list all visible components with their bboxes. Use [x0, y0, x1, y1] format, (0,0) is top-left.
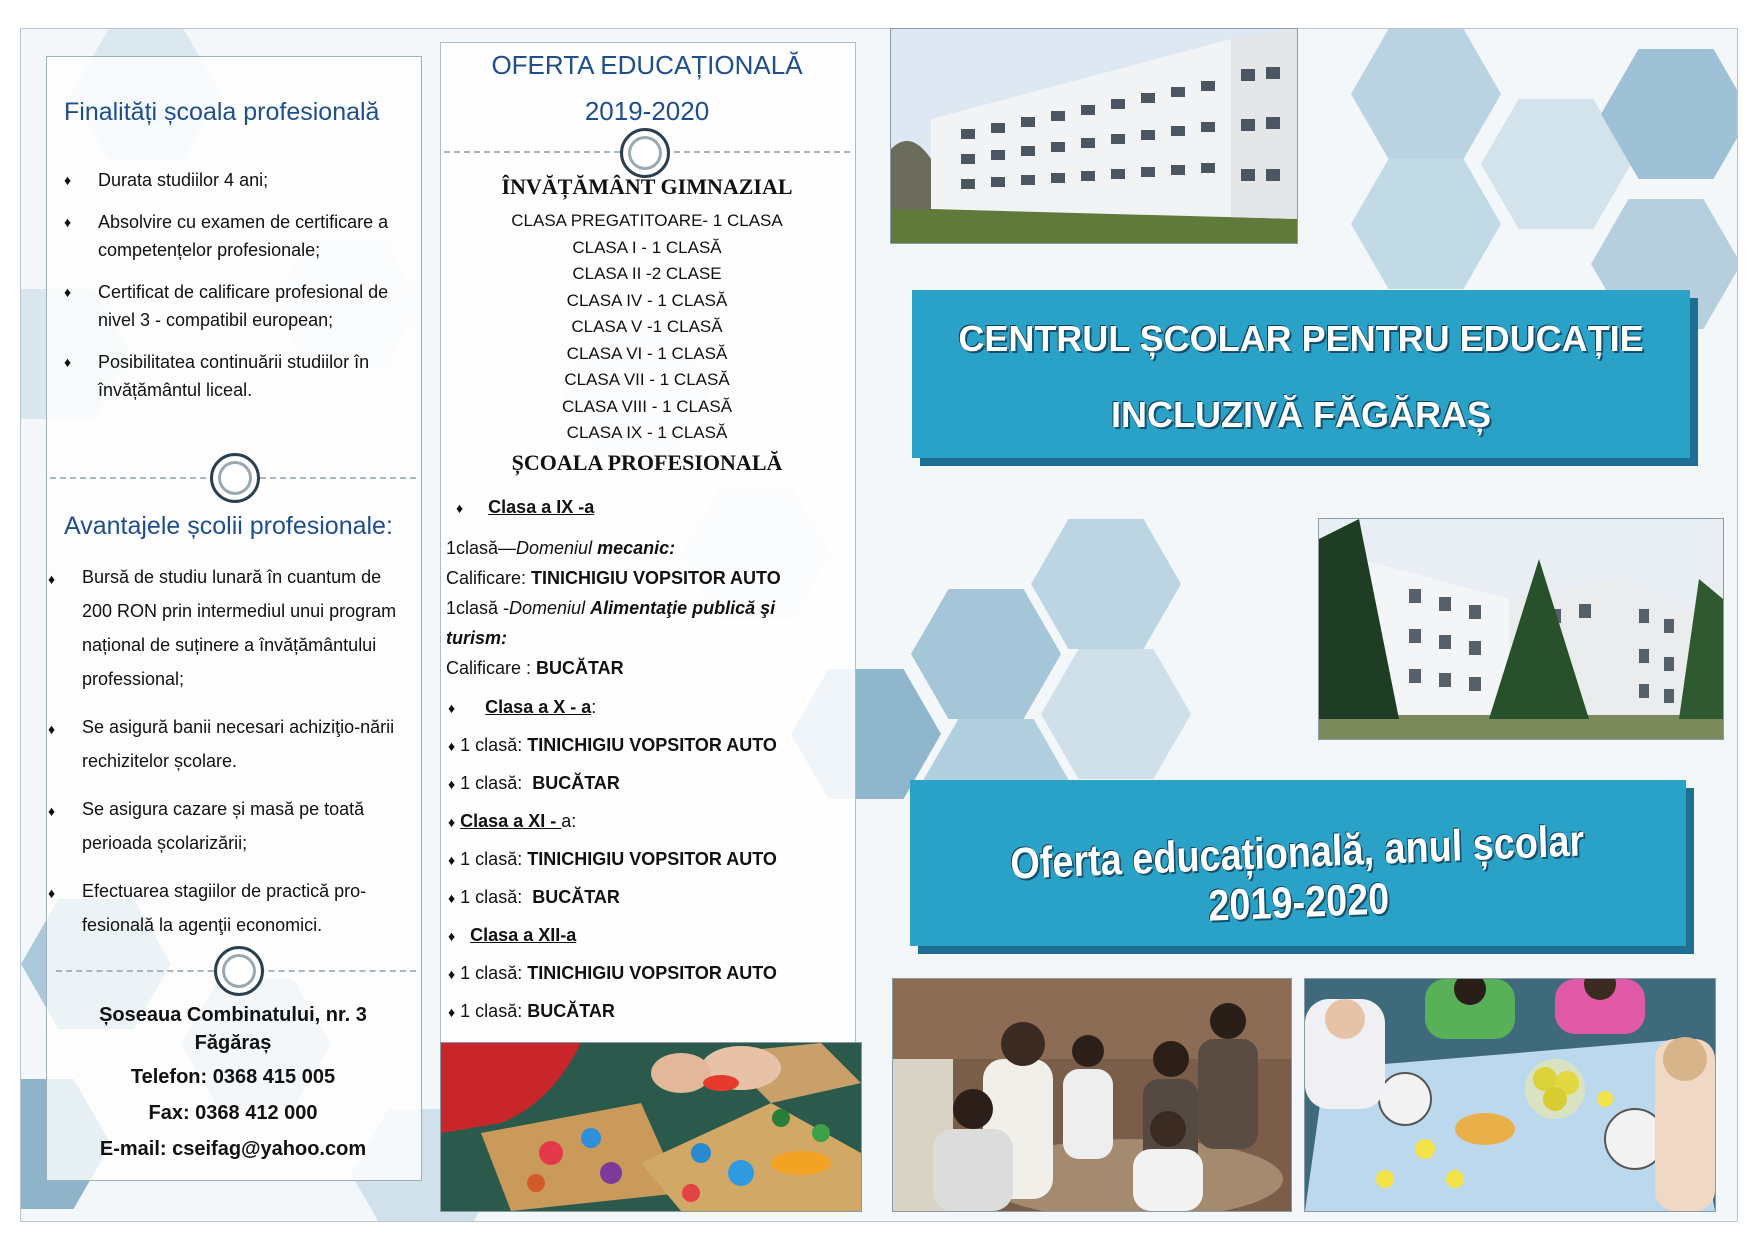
list-item: ♦ 1 clasă: BUCĂTAR — [448, 773, 620, 793]
list-item: ♦ Absolvire cu examen de certificare a competențelor profesionale; — [64, 208, 420, 264]
photo-school-building-1-image — [891, 29, 1297, 243]
photo-kitchen-class-image — [893, 979, 1291, 1211]
offer-banner — [910, 780, 1686, 946]
diamond-bullet-icon: ♦ — [448, 776, 456, 792]
text-line: 1clasă -Domeniul Alimentaţie publică şi — [446, 598, 776, 618]
list-item: ♦ Clasa a X - a: — [448, 697, 597, 717]
avantaje-list — [48, 560, 416, 942]
avantaje-title: Avantajele școlii profesionale: — [64, 512, 393, 540]
photo-school-building-2-image — [1319, 519, 1723, 739]
school-name-line-2: INCLUZIVĂ FĂGĂRAȘ — [1111, 394, 1491, 435]
diamond-bullet-icon: ♦ — [448, 852, 456, 868]
photo-kitchen-class — [892, 978, 1292, 1212]
list-item: ♦ Certificat de calificare profesional de nivel 3 - compatibil european; — [64, 278, 420, 334]
ring-ornament-icon — [620, 128, 670, 178]
oferta-title: OFERTA EDUCAȚIONALĂ — [491, 50, 803, 80]
ring-ornament-icon — [210, 453, 260, 503]
list-item: CLASA PREGATITOARE- 1 CLASA — [511, 211, 783, 230]
list-item: CLASA VI - 1 CLASĂ — [566, 343, 728, 363]
list-item: ♦ 1 clasă: BUCĂTAR — [448, 887, 620, 907]
photo-clay-modeling-image — [441, 1043, 861, 1211]
diamond-bullet-icon: ♦ — [48, 721, 56, 737]
list-item: ♦ 1 clasă: TINICHIGIU VOPSITOR AUTO — [448, 849, 777, 869]
list-item: ♦ Posibilitatea continuării studiilor în învățământul liceal. — [64, 348, 420, 404]
diamond-bullet-icon: ♦ — [448, 738, 456, 754]
photo-school-building-2 — [1318, 518, 1724, 740]
text-line: 1clasă—Domeniul mecanic: — [446, 538, 676, 558]
diamond-bullet-icon: ♦ — [48, 885, 56, 901]
school-name-banner — [912, 290, 1690, 458]
diamond-bullet-icon: ♦ — [448, 890, 456, 906]
contact-address: Șoseaua Combinatului, nr. 3 — [99, 1004, 367, 1026]
list-item: ♦ Se asigură banii necesari achiziţio-nării rechizitelor școlare. — [48, 710, 416, 778]
contact-phone: Telefon: 0368 415 005 — [130, 1066, 336, 1088]
finalitati-title: Finalități școala profesională — [64, 98, 380, 126]
text-line: Calificare : BUCĂTAR — [446, 658, 624, 678]
contact-city: Făgăraș — [194, 1032, 272, 1054]
list-item: ♦ 1 clasă: BUCĂTAR — [448, 1001, 615, 1021]
scoala-profesionala-title: ȘCOALA PROFESIONALĂ — [511, 450, 783, 475]
gimnazial-list — [440, 208, 854, 447]
finalitati-list — [64, 166, 420, 404]
diamond-bullet-icon: ♦ — [64, 214, 72, 230]
list-item: CLASA IX - 1 CLASĂ — [566, 423, 728, 442]
diamond-bullet-icon: ♦ — [448, 928, 456, 944]
diamond-bullet-icon: ♦ — [64, 284, 72, 300]
oferta-year: 2019-2020 — [584, 96, 710, 126]
list-item: ♦ 1 clasă: TINICHIGIU VOPSITOR AUTO — [448, 963, 777, 983]
gimnazial-title: ÎNVĂȚĂMÂNT GIMNAZIAL — [501, 174, 793, 199]
diamond-bullet-icon: ♦ — [448, 1004, 456, 1020]
list-item: ♦ Clasa a XII-a — [448, 925, 577, 945]
diamond-bullet-icon: ♦ — [448, 700, 456, 716]
list-item: ♦ 1 clasă: TINICHIGIU VOPSITOR AUTO — [448, 735, 777, 755]
list-item: CLASA I - 1 CLASĂ — [572, 237, 722, 257]
photo-art-class — [1304, 978, 1716, 1212]
list-item: ♦ Se asigura cazare și masă pe toată perioada școlarizării; — [48, 792, 416, 860]
hex-decoration — [1351, 29, 1501, 159]
diamond-bullet-icon: ♦ — [48, 571, 56, 587]
text-line: Calificare: TINICHIGIU VOPSITOR AUTO — [446, 568, 781, 588]
text-line: turism: — [446, 628, 508, 648]
list-item: ♦ Durata studiilor 4 ani; — [64, 166, 420, 194]
diamond-bullet-icon: ♦ — [64, 354, 72, 370]
school-name-line-1: CENTRUL ȘCOLAR PENTRU EDUCAȚIE — [958, 318, 1644, 359]
list-item: CLASA VIII - 1 CLASĂ — [561, 396, 733, 416]
hex-decoration — [1351, 159, 1501, 289]
photo-clay-modeling — [440, 1042, 862, 1212]
hex-decoration — [911, 589, 1061, 719]
ring-ornament-icon — [214, 946, 264, 996]
diamond-bullet-icon: ♦ — [448, 814, 456, 830]
hex-decoration — [1031, 519, 1181, 649]
diamond-bullet-icon: ♦ — [448, 966, 456, 982]
list-item: ♦ Clasa a XI - a: — [448, 811, 577, 831]
list-item: ♦ Efectuarea stagiilor de practică pro-fesională la agenţii economici. — [48, 874, 416, 942]
hex-decoration — [1041, 649, 1191, 779]
offer-banner-text: Oferta educațională, anul școlar 2019-2020 — [1009, 816, 1585, 931]
list-item: CLASA V -1 CLASĂ — [571, 317, 723, 336]
diamond-bullet-icon: ♦ — [48, 803, 56, 819]
list-item: CLASA IV - 1 CLASĂ — [566, 290, 728, 310]
contact-fax: Fax: 0368 412 000 — [148, 1102, 318, 1124]
list-item: ♦ Clasa a IX -a — [456, 497, 595, 517]
diamond-bullet-icon: ♦ — [64, 172, 72, 188]
contact-email: E-mail: cseifag@yahoo.com — [99, 1138, 367, 1160]
list-item: ♦ Bursă de studiu lunară în cuantum de 200 RON prin intermediul unui program național de suținere a învățământului professional; — [48, 560, 416, 696]
photo-school-building-1 — [890, 28, 1298, 244]
photo-art-class-image — [1305, 979, 1715, 1211]
list-item: CLASA II -2 CLASE — [572, 264, 722, 283]
list-item: CLASA VII - 1 CLASĂ — [564, 370, 730, 389]
diamond-bullet-icon: ♦ — [456, 500, 464, 516]
